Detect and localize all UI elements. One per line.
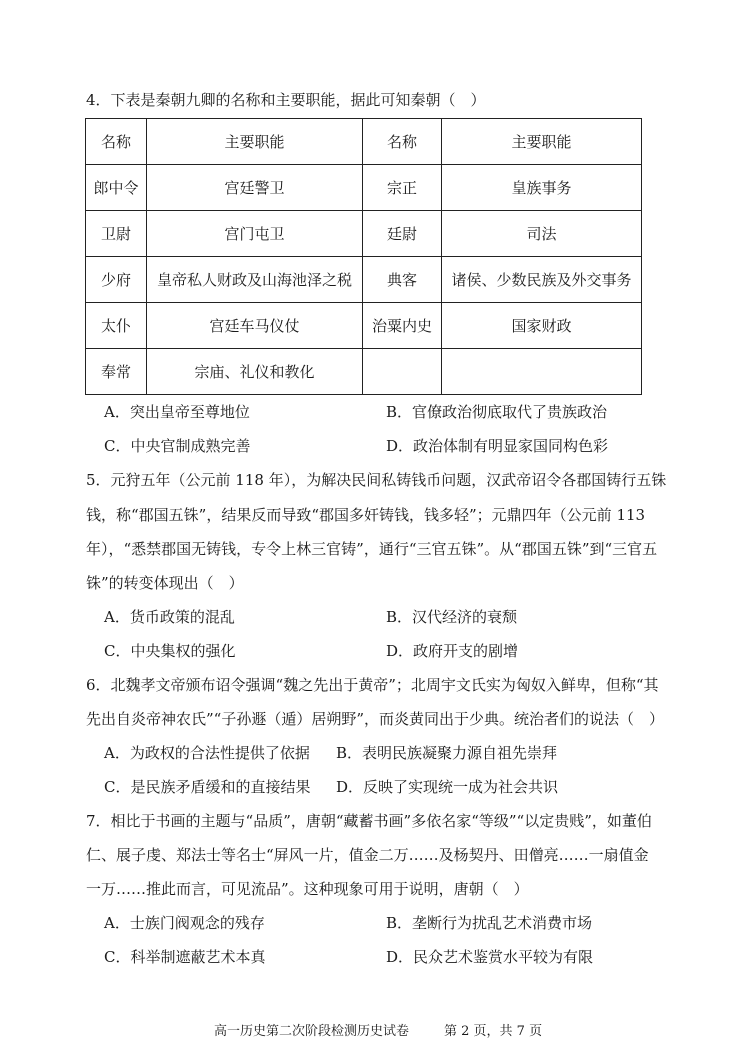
table-header-row [86,119,642,165]
question-7-line: 一万……推此而言，可见流品”。这种现象可用于说明，唐朝（ ） [86,880,529,898]
question-4-stem: 4．下表是秦朝九卿的名称和主要职能，据此可知秦朝（ ） [86,91,486,109]
table-cell: 宫廷警卫 [147,165,363,211]
table-row [86,211,642,257]
header-cell: 名称 [363,119,442,165]
table-cell: 诸侯、少数民族及外交事务 [442,257,642,303]
table-row [86,303,642,349]
table-cell: 皇帝私人财政及山海池泽之税 [147,257,363,303]
question-6-line: 6．北魏孝文帝颁布诏令强调“魏之先出于黄帝”；北周宇文氏实为匈奴入鲜卑，但称“其 [86,676,659,694]
table-row [86,257,642,303]
table-cell: 典客 [363,257,442,303]
header-cell: 主要职能 [442,119,642,165]
table-cell: 廷尉 [363,211,442,257]
nine-ministers-table [85,118,642,395]
question-5-line: 年），“悉禁郡国无铸钱，专令上林三官铸”，通行“三官五铢”。从“郡国五铢”到“三官五 [86,540,658,558]
table-cell: 卫尉 [86,211,147,257]
q7-option-d: D．民众艺术鉴赏水平较为有限 [386,948,594,966]
question-6-line: 先出自炎帝神农氏”“子孙遯（遁）居朔野”，而炎黄同出于少典。统治者们的说法（ ） [86,710,665,728]
q5-option-b: B．汉代经济的衰颓 [386,608,518,626]
table-cell: 皇族事务 [442,165,642,211]
q5-option-d: D．政府开支的剧增 [386,642,519,660]
q4-option-b: B．官僚政治彻底取代了贵族政治 [386,403,608,421]
q6-option-b: B．表明民族凝聚力源自祖先崇拜 [336,744,558,762]
table-cell: 奉常 [86,349,147,395]
q4-option-c: C．中央官制成熟完善 [104,437,251,455]
table-cell: 太仆 [86,303,147,349]
q5-option-c: C．中央集权的强化 [104,642,236,660]
question-5-line: 铢”的转变体现出（ ） [86,574,244,592]
table-row [86,165,642,211]
question-7-line: 仁、展子虔、郑法士等名士“屏风一片，值金二万……及杨契丹、田僧亮……一扇值金 [86,846,649,864]
q7-option-b: B．垄断行为扰乱艺术消费市场 [386,914,593,932]
table-cell: 宫廷车马仪仗 [147,303,363,349]
table-cell: 宗庙、礼仪和教化 [147,349,363,395]
footer-exam-title: 高一历史第二次阶段检测历史试卷 [214,1024,410,1039]
q5-option-a: A．货币政策的混乱 [104,608,235,626]
header-cell: 主要职能 [147,119,363,165]
table-row [86,349,642,395]
q6-option-d: D．反映了实现统一成为社会共识 [336,778,559,796]
q7-option-a: A．士族门阀观念的残存 [104,914,265,932]
q7-option-c: C．科举制遮蔽艺术本真 [104,948,266,966]
table-cell: 郎中令 [86,165,147,211]
question-5-line: 钱，称“郡国五铢”，结果反而导致“郡国多奸铸钱，钱多轻”；元鼎四年（公元前 113 [86,506,646,524]
footer-page-info: 第 2 页，共 7 页 [444,1024,543,1039]
table-cell: 国家财政 [442,303,642,349]
table-cell [442,349,642,395]
q6-option-c: C．是民族矛盾缓和的直接结果 [104,778,311,796]
table-cell: 宫门屯卫 [147,211,363,257]
table-cell: 少府 [86,257,147,303]
table-cell: 宗正 [363,165,442,211]
table-cell [363,349,442,395]
q4-option-d: D．政治体制有明显家国同构色彩 [386,437,609,455]
table-cell: 治粟内史 [363,303,442,349]
q6-option-a: A．为政权的合法性提供了依据 [104,744,310,762]
q4-option-a: A．突出皇帝至尊地位 [104,403,250,421]
question-5-line: 5．元狩五年（公元前 118 年），为解决民间私铸钱币问题，汉武帝诏令各郡国铸行五铢 [86,471,667,489]
question-7-line: 7．相比于书画的主题与“品质”，唐朝“藏蓄书画”多依名家“等级”“以定贵贱”，如董伯 [86,812,652,830]
header-cell: 名称 [86,119,147,165]
table-cell: 司法 [442,211,642,257]
